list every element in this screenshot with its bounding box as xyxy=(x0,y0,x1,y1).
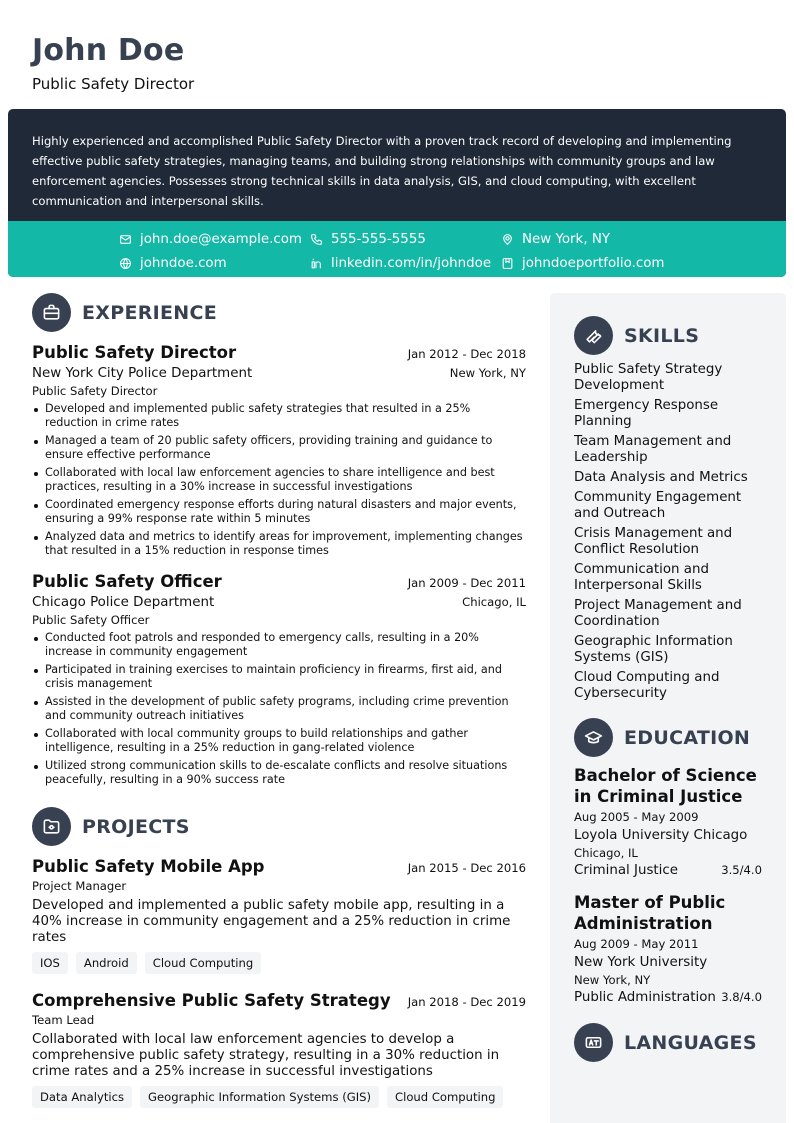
job-bullet: Conducted foot patrols and responded to emergency calls, resulting in a 20% increase in community engagement xyxy=(32,631,526,659)
project-tags xyxy=(32,1086,526,1108)
website-text: johndoe.com xyxy=(140,255,227,271)
contact-linkedin[interactable] xyxy=(310,253,491,273)
contact-bar xyxy=(8,221,786,277)
job-bullet: Developed and implemented public safety strategies that resulted in a 25% reduction in crime rates xyxy=(32,402,526,430)
project-tag: Cloud Computing xyxy=(145,952,261,974)
project-tag: Geographic Information Systems (GIS) xyxy=(140,1086,379,1108)
contact-phone[interactable] xyxy=(310,229,426,249)
phone-icon xyxy=(310,233,323,246)
portfolio-text: johndoeportfolio.com xyxy=(522,255,665,271)
project-tag: Cloud Computing xyxy=(387,1086,503,1108)
skills-list xyxy=(574,362,762,702)
contact-email[interactable] xyxy=(119,229,302,249)
briefcase-icon xyxy=(42,303,61,322)
skills-heading: SKILLS xyxy=(624,324,700,347)
job-bullet: Collaborated with local community groups to build relationships and gather intelligence, resulting in a 25% reduction in gang-related violence xyxy=(32,727,526,755)
education-entry xyxy=(574,892,762,1005)
job-company: New York City Police Department xyxy=(32,366,253,381)
edu-degree: Master of Public Administration xyxy=(574,893,726,933)
phone-text: 555-555-5555 xyxy=(331,231,426,247)
project-title: Public Safety Mobile App xyxy=(32,857,265,876)
skill-item: Communication and Interpersonal Skills xyxy=(574,562,709,593)
project-tag: Android xyxy=(76,952,137,974)
job-entry xyxy=(32,572,526,787)
languages-heading: LANGUAGES xyxy=(624,1031,757,1054)
experience-heading: EXPERIENCE xyxy=(82,301,218,324)
candidate-title: Public Safety Director xyxy=(32,75,195,93)
edu-school: New York University xyxy=(574,955,708,970)
job-dates: Jan 2012 - Dec 2018 xyxy=(407,347,526,361)
contact-portfolio[interactable] xyxy=(501,253,664,273)
job-location: New York, NY xyxy=(449,366,526,380)
job-bullets xyxy=(32,402,526,558)
education-icon-badge xyxy=(574,718,613,757)
experience-icon-badge xyxy=(32,293,71,332)
map-pin-icon xyxy=(501,233,514,246)
summary-block xyxy=(8,109,786,277)
job-dates: Jan 2009 - Dec 2011 xyxy=(407,576,526,590)
skills-section-header xyxy=(574,316,762,355)
folder-icon xyxy=(42,817,61,836)
location-text: New York, NY xyxy=(522,231,611,247)
job-bullet: Utilized strong communication skills to de-escalate conflicts and resolve situations peacefully, resulting in a 90% success rate xyxy=(32,759,526,787)
project-role: Project Manager xyxy=(32,879,127,893)
project-dates: Jan 2018 - Dec 2019 xyxy=(407,995,526,1009)
edu-school: Loyola University Chicago xyxy=(574,828,748,843)
project-tags xyxy=(32,952,526,974)
portfolio-icon xyxy=(501,257,514,270)
resume-header xyxy=(32,33,194,93)
globe-icon xyxy=(119,257,132,270)
edu-degree: Bachelor of Science in Criminal Justice xyxy=(574,766,757,806)
summary-text: Highly experienced and accomplished Public Safety Director with a proven track record of developing and implementing effective public safety strategies, managing teams, and building strong relationships with community groups and law enforcement agencies. Possesses strong technical skills in data analysis, GIS, and cloud computing, with excellent communication and interpersonal skills. xyxy=(32,134,732,208)
email-text: john.doe@example.com xyxy=(140,231,302,247)
project-role: Team Lead xyxy=(32,1013,95,1027)
job-role: Public Safety Officer xyxy=(32,613,150,627)
project-description: Developed and implemented a public safety mobile app, resulting in a 40% increase in community engagement and a 25% reduction in crime rates xyxy=(32,898,511,945)
job-bullet: Coordinated emergency response efforts during natural disasters and major events, ensuring a 99% response rate within 5 minutes xyxy=(32,498,526,526)
projects-heading: PROJECTS xyxy=(82,815,190,838)
skills-icon-badge xyxy=(574,316,613,355)
skill-item: Public Safety Strategy Development xyxy=(574,362,723,393)
linkedin-text: linkedin.com/in/johndoe xyxy=(331,255,492,271)
skill-item: Project Management and Coordination xyxy=(574,598,742,629)
wrench-icon xyxy=(584,326,603,345)
project-description: Collaborated with local law enforcement agencies to develop a comprehensive public safety strategy, resulting in a 30% reduction in crime rates and a 25% increase in successful investigations xyxy=(32,1032,500,1079)
job-title: Public Safety Officer xyxy=(32,572,222,591)
translate-icon xyxy=(584,1033,603,1052)
skill-item: Crisis Management and Conflict Resolution xyxy=(574,526,733,557)
education-heading: EDUCATION xyxy=(624,726,751,749)
project-tag: Data Analytics xyxy=(32,1086,132,1108)
projects-section-header xyxy=(32,807,526,846)
graduation-cap-icon xyxy=(584,728,603,747)
experience-section-header xyxy=(32,293,526,332)
main-column xyxy=(32,293,526,1108)
job-title: Public Safety Director xyxy=(32,343,237,362)
job-entry xyxy=(32,343,526,558)
contact-location xyxy=(501,229,610,249)
project-tag: IOS xyxy=(32,952,68,974)
job-bullets xyxy=(32,631,526,787)
job-bullet: Managed a team of 20 public safety officers, providing training and guidance to ensure effective performance xyxy=(32,434,526,462)
candidate-name: John Doe xyxy=(32,33,185,68)
edu-location: Chicago, IL xyxy=(574,846,638,860)
sidebar-column xyxy=(550,293,786,1123)
linkedin-icon xyxy=(310,257,323,270)
skill-item: Cloud Computing and Cybersecurity xyxy=(574,670,720,701)
skill-item: Emergency Response Planning xyxy=(574,398,719,429)
project-dates: Jan 2015 - Dec 2016 xyxy=(407,861,526,875)
project-entry xyxy=(32,857,526,974)
edu-dates: Aug 2005 - May 2009 xyxy=(574,810,699,824)
edu-gpa: 3.8/4.0 xyxy=(721,990,762,1004)
job-bullet: Collaborated with local law enforcement agencies to share intelligence and best practices, resulting in a 30% increase in successful investigations xyxy=(32,466,526,494)
project-title: Comprehensive Public Safety Strategy xyxy=(32,991,391,1010)
contact-website[interactable] xyxy=(119,253,227,273)
skill-item: Team Management and Leadership xyxy=(574,434,732,465)
skill-item: Community Engagement and Outreach xyxy=(574,490,742,521)
skill-item: Data Analysis and Metrics xyxy=(574,470,748,485)
job-company: Chicago Police Department xyxy=(32,595,215,610)
edu-gpa: 3.5/4.0 xyxy=(721,863,762,877)
languages-icon-badge xyxy=(574,1023,613,1062)
mail-icon xyxy=(119,233,132,246)
languages-section-header xyxy=(574,1023,762,1062)
job-role: Public Safety Director xyxy=(32,384,158,398)
edu-field: Criminal Justice xyxy=(574,863,678,878)
skill-item: Geographic Information Systems (GIS) xyxy=(574,634,733,665)
job-bullet: Participated in training exercises to maintain proficiency in firearms, first aid, and crisis management xyxy=(32,663,526,691)
job-bullet: Assisted in the development of public safety programs, including crime prevention and community outreach initiatives xyxy=(32,695,526,723)
edu-location: New York, NY xyxy=(574,973,651,987)
edu-dates: Aug 2009 - May 2011 xyxy=(574,937,699,951)
education-section-header xyxy=(574,718,762,757)
projects-icon-badge xyxy=(32,807,71,846)
education-entry xyxy=(574,765,762,878)
project-entry xyxy=(32,991,526,1108)
job-bullet: Analyzed data and metrics to identify areas for improvement, implementing changes that resulted in a 15% reduction in response times xyxy=(32,530,526,558)
edu-field: Public Administration xyxy=(574,990,716,1005)
job-location: Chicago, IL xyxy=(462,595,526,609)
